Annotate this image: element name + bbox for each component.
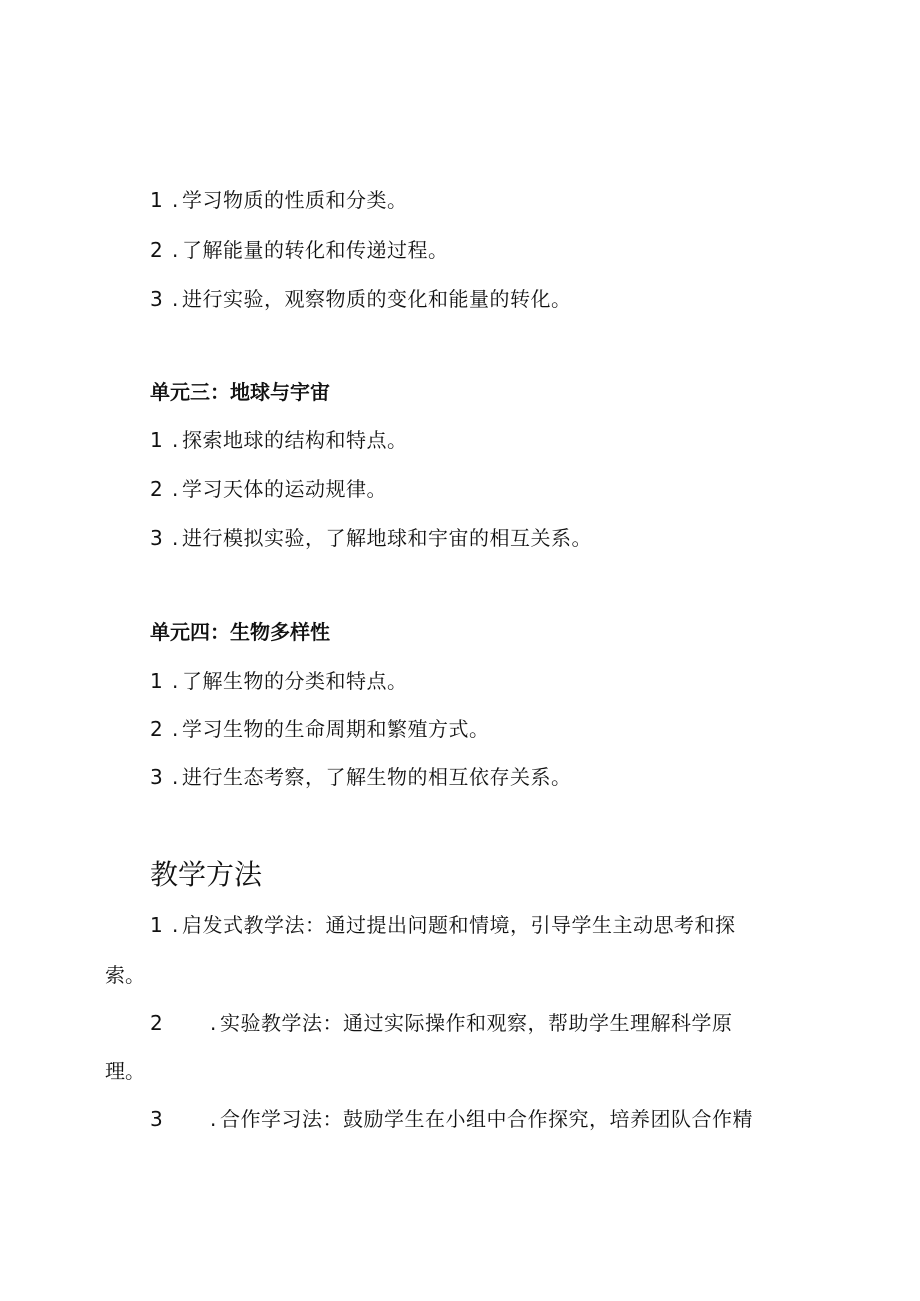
item-number: 1	[150, 913, 164, 937]
item-text: 学习物质的性质和分类。	[182, 188, 408, 212]
item-number: 2	[150, 238, 164, 262]
item-text: 启发式教学法：通过提出问题和情境，引导学生主动思考和探	[182, 913, 736, 937]
section-title: 教学方法	[150, 858, 263, 891]
list-item	[150, 716, 490, 742]
item-dot: .	[172, 287, 179, 311]
item-number: 2	[150, 1011, 164, 1035]
item-dot: .	[210, 1107, 217, 1131]
method-item	[150, 1010, 733, 1036]
list-item	[150, 668, 408, 694]
item-text: 进行模拟实验，了解地球和宇宙的相互关系。	[182, 526, 592, 550]
item-number: 3	[150, 765, 164, 789]
item-number: 1	[150, 188, 164, 212]
list-item	[150, 286, 572, 312]
list-item	[150, 187, 408, 213]
item-number: 3	[150, 526, 164, 550]
list-item	[150, 476, 387, 502]
item-text: 合作学习法：鼓励学生在小组中合作探究，培养团队合作精	[220, 1107, 753, 1131]
unit-heading: 单元四：生物多样性	[150, 620, 330, 644]
item-dot: .	[172, 669, 179, 693]
item-text: 进行实验，观察物质的变化和能量的转化。	[182, 287, 572, 311]
method-item-continuation: 理。	[105, 1059, 145, 1083]
item-text: 探索地球的结构和特点。	[182, 428, 408, 452]
item-text: 学习生物的生命周期和繁殖方式。	[182, 717, 490, 741]
item-dot: .	[172, 765, 179, 789]
method-item-continuation: 索。	[105, 963, 145, 987]
item-text: 实验教学法：通过实际操作和观察，帮助学生理解科学原	[220, 1011, 733, 1035]
item-text: 了解能量的转化和传递过程。	[182, 238, 449, 262]
item-dot: .	[172, 428, 179, 452]
item-number: 2	[150, 477, 164, 501]
unit-heading: 单元三：地球与宇宙	[150, 380, 330, 404]
item-text: 了解生物的分类和特点。	[182, 669, 408, 693]
item-number: 1	[150, 669, 164, 693]
method-item	[150, 1106, 753, 1132]
item-dot: .	[210, 1011, 217, 1035]
item-dot: .	[172, 913, 179, 937]
method-item	[150, 912, 736, 938]
item-dot: .	[172, 717, 179, 741]
list-item	[150, 237, 449, 263]
item-number: 3	[150, 1107, 164, 1131]
list-item	[150, 427, 408, 453]
item-text: 进行生态考察，了解生物的相互依存关系。	[182, 765, 572, 789]
item-dot: .	[172, 526, 179, 550]
list-item	[150, 525, 592, 551]
item-number: 2	[150, 717, 164, 741]
item-number: 1	[150, 428, 164, 452]
item-number: 3	[150, 287, 164, 311]
list-item	[150, 764, 572, 790]
item-text: 学习天体的运动规律。	[182, 477, 387, 501]
item-dot: .	[172, 238, 179, 262]
item-dot: .	[172, 477, 179, 501]
item-dot: .	[172, 188, 179, 212]
